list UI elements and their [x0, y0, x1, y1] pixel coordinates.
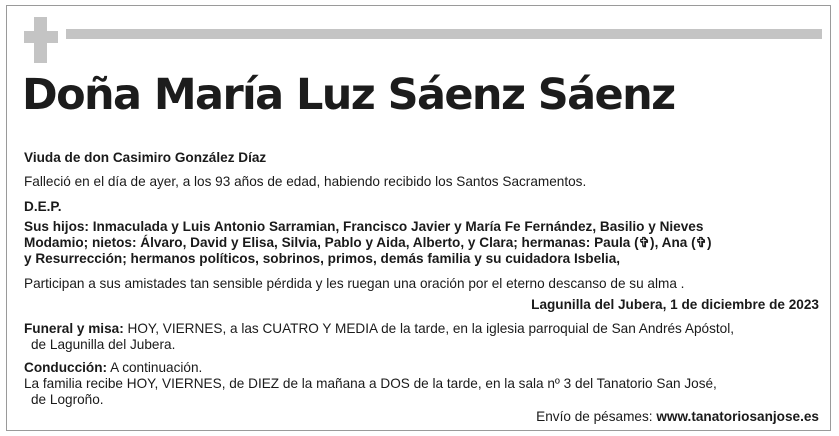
conduction-label: Conducción:: [24, 360, 108, 375]
place-date: Lagunilla del Jubera, 1 de diciembre de 2023: [531, 297, 819, 312]
conduction-text: A continuación.: [107, 360, 203, 375]
widow-line: Viuda de don Casimiro González Díaz: [24, 150, 267, 165]
death-line: Falleció en el día de ayer, a los 93 años de edad, habiendo recibido los Santos Sacramentos.: [24, 174, 587, 189]
funeral-label: Funeral y misa:: [24, 321, 124, 336]
funeral-text-2: de Lagunilla del Jubera.: [31, 337, 176, 352]
family-receives: La familia recibe HOY, VIERNES, de DIEZ de la mañana a DOS de la tarde, en la sala nº 3 del Tanatorio San José,: [24, 376, 717, 391]
header-rule: [66, 29, 822, 39]
family-line: y Resurrección; hermanos políticos, sobrinos, primos, demás familia y su cuidadora Isbelia,: [24, 251, 621, 266]
rip-line: D.E.P.: [24, 199, 62, 214]
family-receives-2: de Logroño.: [31, 392, 104, 407]
family-line: Sus hijos: Inmaculada y Luis Antonio Sarramian, Francisco Javier y María Fe Fernández, Basilio y Nieves: [24, 219, 704, 234]
family-list: [24, 219, 816, 267]
funeral-text: HOY, VIERNES, a las CUATRO Y MEDIA de la tarde, en la iglesia parroquial de San Andrés Apóstol,: [123, 321, 735, 336]
funeral-section: [24, 321, 816, 353]
announcement-line: Participan a sus amistades tan sensible pérdida y les ruegan una oración por el eterno descanso de su alma .: [24, 276, 685, 291]
condolences-line: [536, 409, 819, 425]
conduction-section: [24, 360, 816, 408]
family-line: Modamio; nietos: Álvaro, David y Elisa, Silvia, Pablo y Aida, Alberto, y Clara; hermanas: Paula (✞), Ana (✞): [24, 235, 712, 250]
condolences-url[interactable]: www.tanatoriosanjose.es: [656, 409, 819, 424]
cross-icon: [24, 17, 58, 63]
deceased-name: Doña María Luz Sáenz Sáenz: [22, 70, 675, 120]
condolences-label: Envío de pésames:: [536, 409, 657, 424]
